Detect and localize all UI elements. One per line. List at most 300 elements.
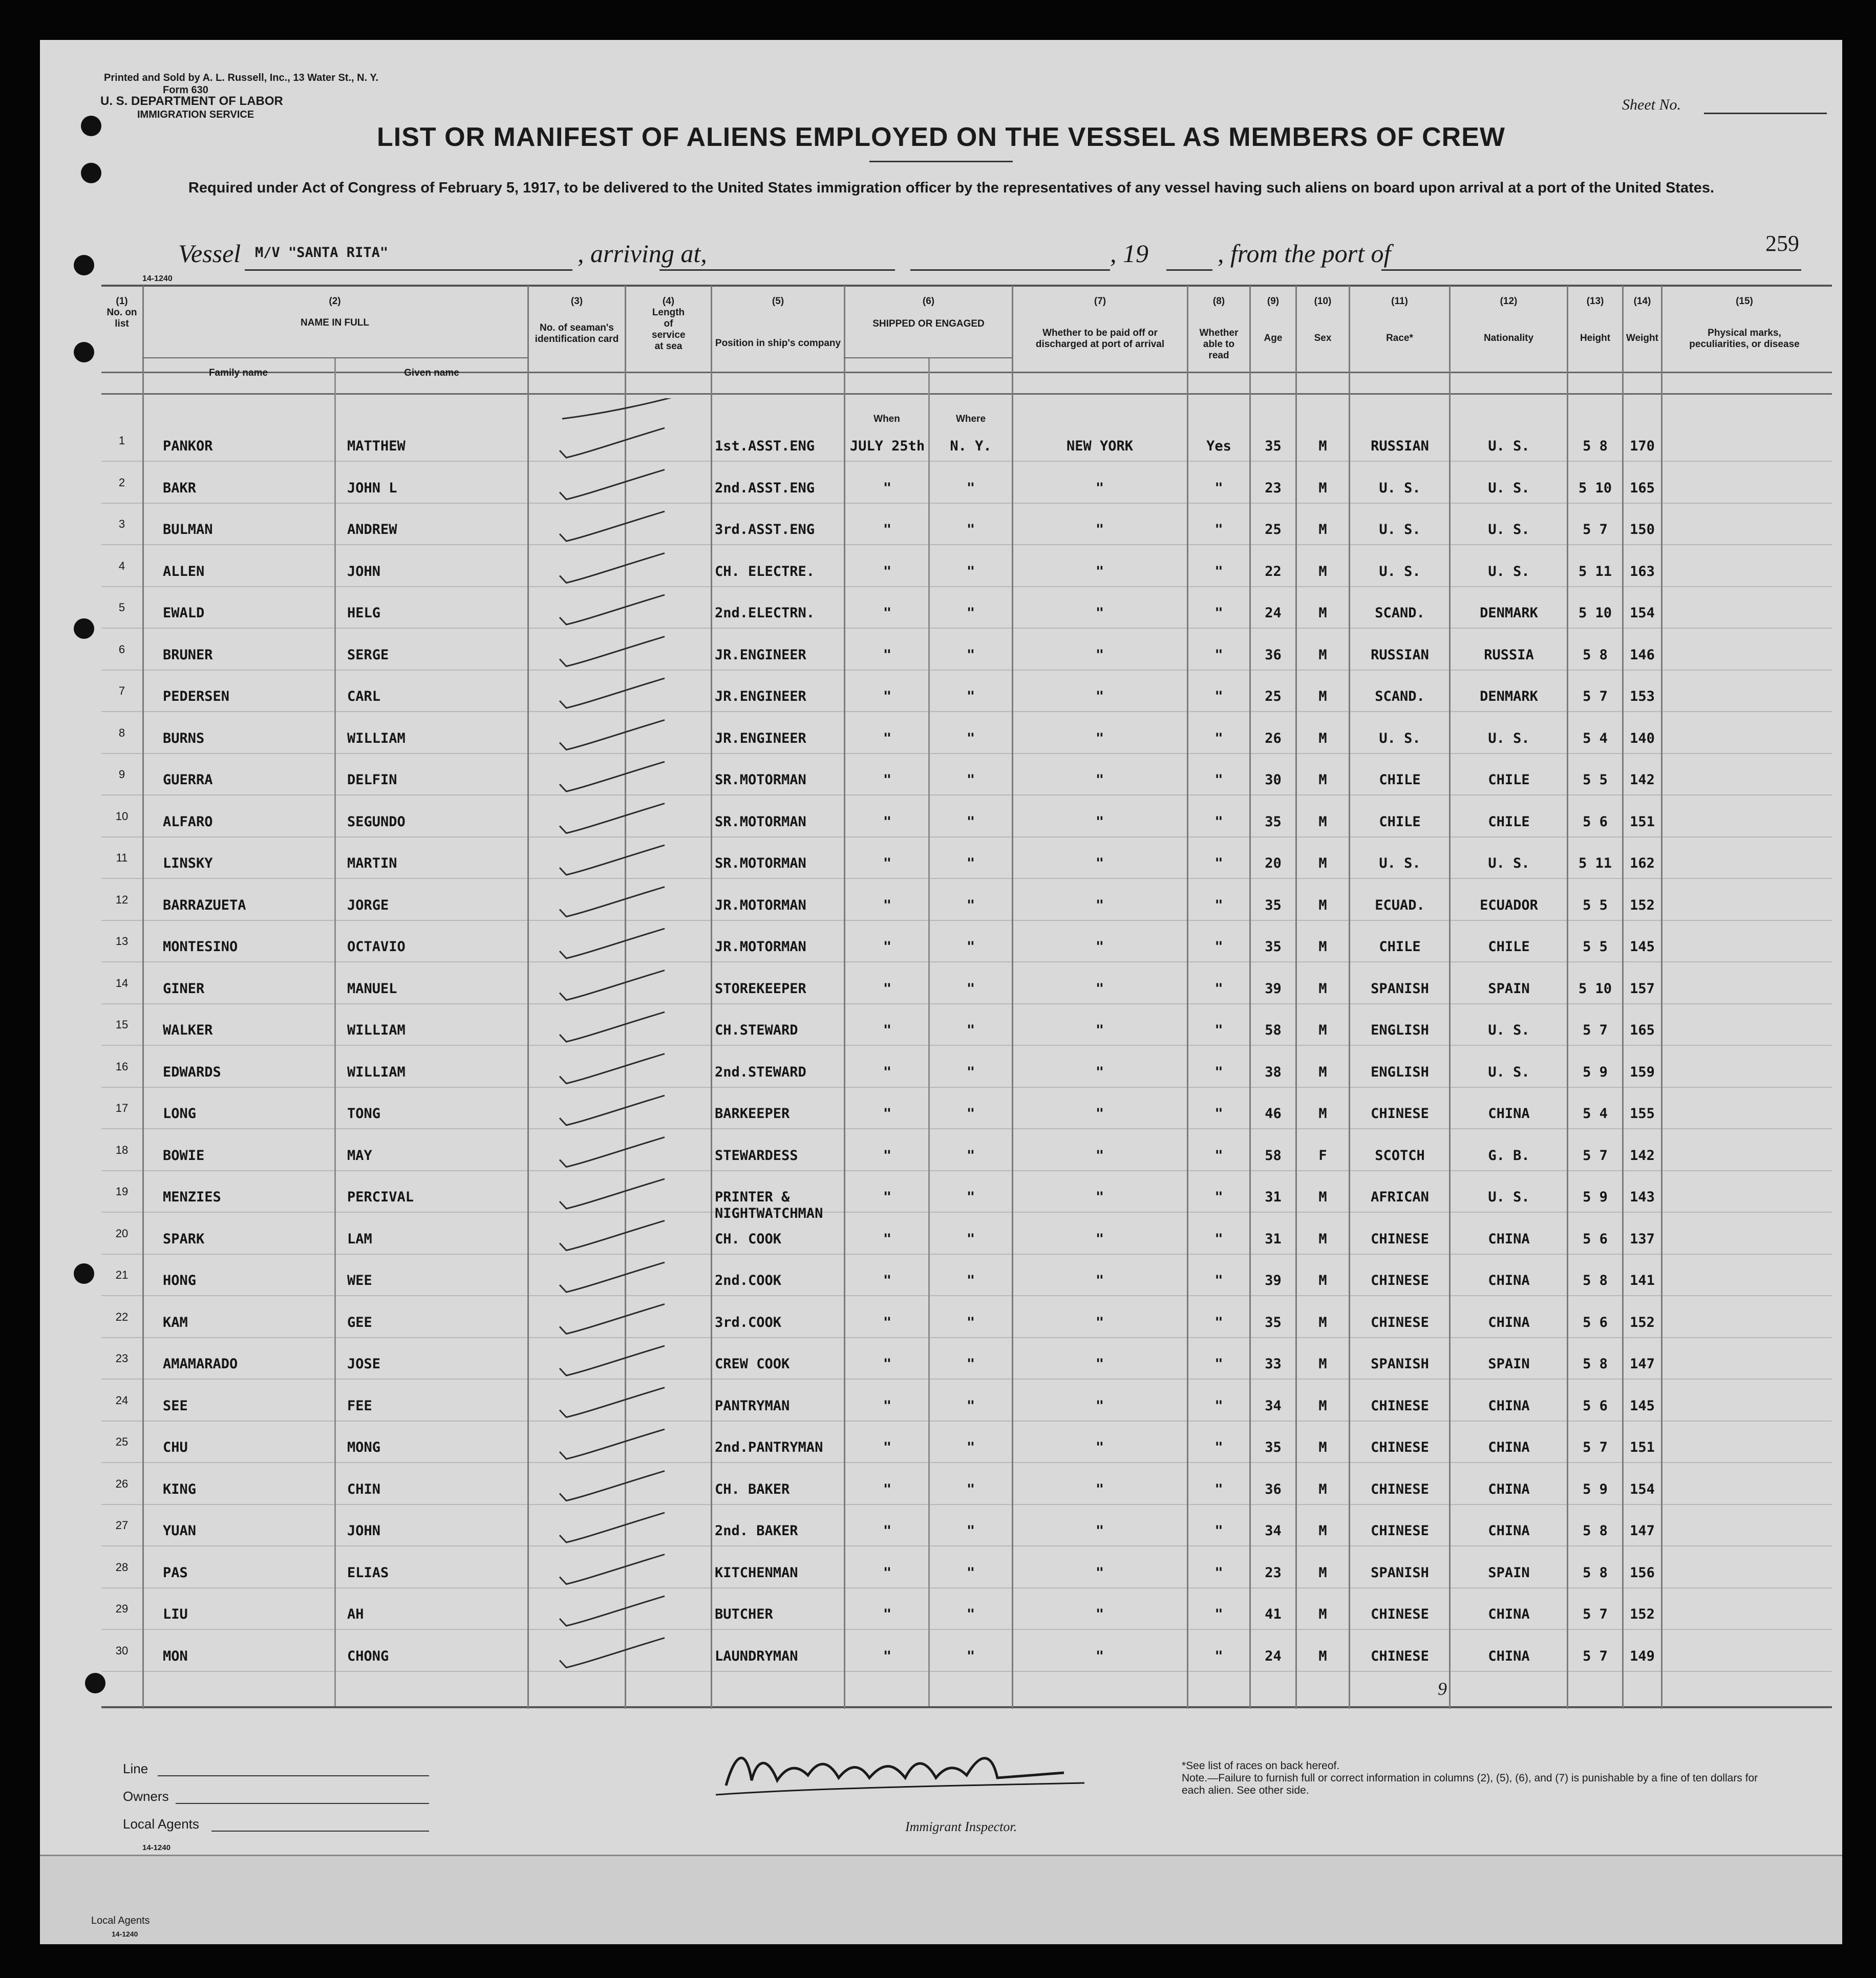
punch-hole-icon [74,255,94,275]
paid-off-port: " [1095,813,1104,830]
row-number: 23 [115,1352,129,1365]
paid-off-port: " [1095,1314,1104,1330]
shipped-where: " [966,1064,975,1080]
paid-off-port: " [1095,939,1104,955]
position: CH.STEWARD [715,1022,798,1038]
paid-off-port: " [1095,689,1104,704]
sex: M [1318,1106,1327,1122]
weight: 152 [1630,897,1655,913]
shipped-when: " [883,1397,892,1414]
height: 5 9 [1583,1064,1608,1080]
paid-off-port: " [1095,1564,1104,1581]
nationality: U. S. [1488,1189,1530,1205]
footnotes [1182,1760,1776,1797]
able-to-read: " [1214,689,1223,704]
weight: 155 [1630,1106,1655,1122]
height: 5 6 [1583,1231,1608,1247]
col-7-header: (7) Whether to be paid off or discharged at port of arrival [1035,296,1165,350]
underlying-page-strip [40,1855,1842,1944]
able-to-read: " [1214,1356,1223,1372]
shipped-when: " [883,1314,892,1330]
race: SPANISH [1371,1564,1429,1581]
race: U. S. [1379,563,1421,579]
nationality: CHINA [1488,1273,1530,1288]
height: 5 8 [1583,647,1608,663]
paid-off-port: " [1095,1439,1104,1455]
vessel-name: M/V "SANTA RITA" [255,245,389,261]
age: 35 [1265,1314,1282,1330]
paid-off-port: " [1095,480,1104,496]
weight: 152 [1630,1314,1655,1330]
sex: M [1318,813,1327,830]
nationality: SPAIN [1488,1356,1530,1372]
row-number: 10 [115,809,129,823]
col-13-header: (13) Height [1580,296,1611,343]
weight: 143 [1630,1189,1655,1205]
height: 5 5 [1583,772,1608,788]
height: 5 7 [1583,522,1608,538]
manifest-sheet [40,40,1842,1944]
row-number: 8 [118,726,125,739]
shipped-when: " [883,605,892,621]
nationality: G. B. [1488,1147,1530,1164]
row-number: 26 [115,1477,129,1490]
height: 5 6 [1583,1397,1608,1414]
age: 30 [1265,772,1282,788]
age: 34 [1265,1397,1282,1414]
height: 5 4 [1583,730,1608,746]
check-marks [542,398,711,1704]
col-5-header: (5) Position in ship's company [715,296,841,349]
shipped-when: " [883,1064,892,1080]
family-name: BOWIE [163,1147,205,1164]
age: 35 [1265,939,1282,955]
position: LAUNDRYMAN [715,1648,798,1664]
weight: 140 [1630,730,1655,746]
punch-hole-icon [85,1673,105,1693]
shipped-where: " [966,772,975,788]
nationality: U. S. [1488,563,1530,579]
weight: 159 [1630,1064,1655,1080]
weight: 153 [1630,689,1655,704]
col-4-header: (4) Length of service at sea [652,296,686,352]
form-code-top: 14-1240 [142,274,173,283]
given-name: LAM [347,1231,372,1247]
position: 3rd.COOK [715,1314,782,1330]
position: PANTRYMAN [715,1397,790,1414]
sex: M [1318,855,1327,871]
race: CHINESE [1371,1106,1429,1122]
age: 58 [1265,1147,1282,1164]
weight: 147 [1630,1356,1655,1372]
weight: 165 [1630,1022,1655,1038]
nationality: CHINA [1488,1231,1530,1247]
paid-off-port: " [1095,1022,1104,1038]
weight: 157 [1630,980,1655,997]
weight: 149 [1630,1648,1655,1664]
position: 2nd.ASST.ENG [715,480,815,496]
row-number: 20 [115,1227,129,1240]
paid-off-port: " [1095,980,1104,997]
shipped-when: " [883,1564,892,1581]
given-name: MANUEL [347,980,397,997]
given-name: MATTHEW [347,438,406,454]
row-number: 21 [115,1268,129,1281]
given-name: WILLIAM [347,730,406,746]
shipped-where: " [966,1356,975,1372]
race: RUSSIAN [1371,647,1429,663]
shipped-when: " [883,897,892,913]
race-footnote: *See list of races on back hereof. [1182,1760,1340,1772]
age: 24 [1265,1648,1282,1664]
sheet-number-label: Sheet No. [1622,96,1681,113]
family-name: HONG [163,1273,197,1288]
height: 5 5 [1583,897,1608,913]
weight: 150 [1630,522,1655,538]
given-name: OCTAVIO [347,939,406,955]
sex: M [1318,605,1327,621]
paid-off-port: " [1095,1147,1104,1164]
family-name: MON [163,1648,188,1664]
row-number: 29 [115,1602,129,1615]
able-to-read: " [1214,1189,1223,1205]
given-name: JORGE [347,897,389,913]
height: 5 7 [1583,1648,1608,1664]
position: PRINTER & [715,1189,790,1205]
family-name: SPARK [163,1231,205,1247]
given-name: CARL [347,689,381,704]
form-code-footer: 14-1240 [142,1843,171,1852]
able-to-read: " [1214,563,1223,579]
given-name: DELFIN [347,772,397,788]
family-name: BRUNER [163,647,213,663]
when-header: When [873,414,900,424]
sex: F [1318,1147,1327,1164]
weight: 141 [1630,1273,1655,1288]
row-number: 14 [115,976,129,990]
family-name: EWALD [163,605,205,621]
paid-off-port: " [1095,522,1104,538]
col-11-header: (11) Race* [1386,296,1413,343]
family-name: CHU [163,1439,188,1455]
family-name: KAM [163,1314,188,1330]
height: 5 7 [1583,1147,1608,1164]
age: 24 [1265,605,1282,621]
shipped-where: " [966,1564,975,1581]
row-number: 18 [115,1143,129,1156]
margin-note: 9 [1438,1679,1447,1699]
able-to-read: " [1214,980,1223,997]
shipped-when: " [883,1022,892,1038]
able-to-read: " [1214,855,1223,871]
row-number: 30 [115,1644,129,1657]
nationality: CHILE [1488,813,1530,830]
nationality: SPAIN [1488,980,1530,997]
family-name: BAKR [163,480,197,496]
sex: M [1318,1314,1327,1330]
row-number: 25 [115,1435,129,1448]
line-label: Line [123,1761,148,1776]
page-subtitle: Required under Act of Congress of February 5, 1917, to be delivered to the United States immigration officer by the representatives of any vessel having such aliens on board upon arrival at a port of the United States. [188,180,1715,196]
row-number: 15 [115,1018,129,1031]
age: 46 [1265,1106,1282,1122]
nationality: U. S. [1488,438,1530,454]
sex: M [1318,1606,1327,1622]
able-to-read: " [1214,1648,1223,1664]
shipped-when: " [883,939,892,955]
given-name: FEE [347,1397,372,1414]
weight: 152 [1630,1606,1655,1622]
age: 31 [1265,1189,1282,1205]
row-number: 28 [115,1560,129,1574]
height: 5 9 [1583,1189,1608,1205]
given-name: MONG [347,1439,381,1455]
nationality: DENMARK [1480,689,1538,704]
shipped-where: " [966,647,975,663]
given-name: CHONG [347,1648,389,1664]
shipped-when: " [883,522,892,538]
weight: 154 [1630,1481,1655,1497]
height: 5 8 [1583,438,1608,454]
shipped-when: " [883,730,892,746]
position: SR.MOTORMAN [715,813,806,830]
position: JR.MOTORMAN [715,897,806,913]
shipped-when: " [883,1106,892,1122]
race: CHILE [1379,772,1421,788]
shipped-when: " [883,1273,892,1288]
age: 25 [1265,522,1282,538]
paid-off-port: " [1095,1648,1104,1664]
position: 2nd. BAKER [715,1523,798,1539]
family-name: BARRAZUETA [163,897,246,913]
given-name: WILLIAM [347,1064,406,1080]
race: CHINESE [1371,1439,1429,1455]
shipped-when: " [883,855,892,871]
page-title: LIST OR MANIFEST OF ALIENS EMPLOYED ON THE VESSEL AS MEMBERS OF CREW [377,122,1505,152]
lower-agents-label: Local Agents [91,1915,150,1926]
col-1-header: (1) No. on list [106,296,137,329]
row-number: 7 [118,684,125,697]
able-to-read: " [1214,1314,1223,1330]
sex: M [1318,480,1327,496]
given-name: JOHN L [347,480,397,496]
able-to-read: " [1214,730,1223,746]
inspector-label: Immigrant Inspector. [905,1819,1017,1834]
paid-off-port: " [1095,563,1104,579]
able-to-read: " [1214,1481,1223,1497]
from-port-label: , from the port of [1218,239,1391,268]
row-number: 17 [115,1102,129,1114]
nationality: CHINA [1488,1606,1530,1622]
position: 2nd.COOK [715,1273,782,1288]
position: JR.ENGINEER [715,647,806,663]
row-number: 13 [115,935,129,948]
height: 5 4 [1583,1106,1608,1122]
paid-off-port: NEW YORK [1066,438,1134,454]
nationality: CHINA [1488,1648,1530,1664]
position: SR.MOTORMAN [715,772,806,788]
position-line-2: NIGHTWATCHMAN [715,1206,823,1221]
row-number: 27 [115,1519,129,1532]
race: SCAND. [1375,605,1425,621]
given-name: CHIN [347,1481,381,1497]
sex: M [1318,1273,1327,1288]
nationality: CHINA [1488,1481,1530,1497]
sex: M [1318,1481,1327,1497]
shipped-where: " [966,855,975,871]
height: 5 10 [1578,980,1612,997]
race: U. S. [1379,522,1421,538]
shipped-when: " [883,1356,892,1372]
given-name: MAY [347,1147,372,1164]
nationality: CHINA [1488,1106,1530,1122]
shipped-where: " [966,1648,975,1664]
family-name: PAS [163,1564,188,1581]
shipped-where: " [966,813,975,830]
vessel-label: Vessel [178,239,241,268]
able-to-read: " [1214,813,1223,830]
paid-off-port: " [1095,1523,1104,1539]
paid-off-port: " [1095,772,1104,788]
height: 5 6 [1583,1314,1608,1330]
paid-off-port: " [1095,647,1104,663]
shipped-where: " [966,605,975,621]
row-number: 3 [118,518,125,530]
given-name: PERCIVAL [347,1189,414,1205]
shipped-when: " [883,980,892,997]
paid-off-port: " [1095,730,1104,746]
weight: 162 [1630,855,1655,871]
punch-hole-icon [81,163,101,183]
paid-off-port: " [1095,1106,1104,1122]
shipped-where: " [966,1439,975,1455]
height: 5 7 [1583,1022,1608,1038]
age: 20 [1265,855,1282,871]
family-name: GINER [163,980,205,997]
age: 36 [1265,1481,1282,1497]
sex: M [1318,522,1327,538]
weight: 142 [1630,772,1655,788]
shipped-where: " [966,1606,975,1622]
age: 35 [1265,897,1282,913]
sex: M [1318,1189,1327,1205]
age: 39 [1265,1273,1282,1288]
age: 34 [1265,1523,1282,1539]
shipped-when: " [883,563,892,579]
family-name: WALKER [163,1022,213,1038]
shipped-when: " [883,1648,892,1664]
shipped-where: " [966,522,975,538]
family-name: LIU [163,1606,188,1622]
weight: 154 [1630,605,1655,621]
age: 22 [1265,563,1282,579]
weight: 142 [1630,1147,1655,1164]
col-14-header: (14) Weight [1626,296,1658,343]
weight: 145 [1630,939,1655,955]
race: CHINESE [1371,1314,1429,1330]
shipped-where: " [966,563,975,579]
race: U. S. [1379,855,1421,871]
weight: 151 [1630,813,1655,830]
family-name-header: Family name [208,368,268,378]
race: ECUAD. [1375,897,1425,913]
nationality: U. S. [1488,522,1530,538]
age: 39 [1265,980,1282,997]
given-name: MARTIN [347,855,397,871]
shipped-where: " [966,1314,975,1330]
height: 5 8 [1583,1523,1608,1539]
race: AFRICAN [1371,1189,1429,1205]
arriving-label: , arriving at, [578,239,707,268]
family-name: GUERRA [163,772,213,788]
sex: M [1318,1064,1327,1080]
race: ENGLISH [1371,1064,1429,1080]
shipped-where: " [966,939,975,955]
position: BARKEEPER [715,1106,790,1122]
paid-off-port: " [1095,1189,1104,1205]
shipped-when: " [883,772,892,788]
family-name: PEDERSEN [163,689,230,704]
row-number: 6 [118,642,125,656]
family-name: LONG [163,1106,197,1122]
paid-off-port: " [1095,1356,1104,1372]
given-name: JOSE [347,1356,381,1372]
col-2-header: (2) NAME IN FULL [300,296,370,328]
position: CREW COOK [715,1356,790,1372]
able-to-read: " [1214,772,1223,788]
able-to-read: " [1214,647,1223,663]
height: 5 10 [1578,605,1612,621]
position: KITCHENMAN [715,1564,798,1581]
sex: M [1318,647,1327,663]
local-agents-label: Local Agents [123,1816,199,1832]
department-name: U. S. DEPARTMENT OF LABOR [100,94,283,108]
sex: M [1318,939,1327,955]
given-name: JOHN [347,563,381,579]
able-to-read: " [1214,1106,1223,1122]
sex: M [1318,730,1327,746]
able-to-read: " [1214,897,1223,913]
position: JR.ENGINEER [715,689,806,704]
family-name: YUAN [163,1523,197,1539]
age: 35 [1265,438,1282,454]
nationality: CHINA [1488,1439,1530,1455]
height: 5 7 [1583,1606,1608,1622]
race: CHINESE [1371,1397,1429,1414]
able-to-read: " [1214,939,1223,955]
able-to-read: " [1214,1147,1223,1164]
race: SCOTCH [1375,1147,1425,1164]
paid-off-port: " [1095,1397,1104,1414]
shipped-when: " [883,1147,892,1164]
nationality: U. S. [1488,1064,1530,1080]
row-number: 5 [118,601,125,614]
family-name: AMAMARADO [163,1356,238,1372]
shipped-where: " [966,1022,975,1038]
position: JR.ENGINEER [715,730,806,746]
stamp-number: 259 [1765,231,1799,256]
shipped-where: " [966,1231,975,1247]
race: ENGLISH [1371,1022,1429,1038]
year-label: , 19 [1110,239,1148,268]
position: 2nd.STEWARD [715,1064,806,1080]
sex: M [1318,1523,1327,1539]
able-to-read: " [1214,522,1223,538]
shipped-when: " [883,1606,892,1622]
row-number: 24 [115,1393,129,1407]
row-number: 11 [116,851,128,864]
shipped-when: " [883,480,892,496]
